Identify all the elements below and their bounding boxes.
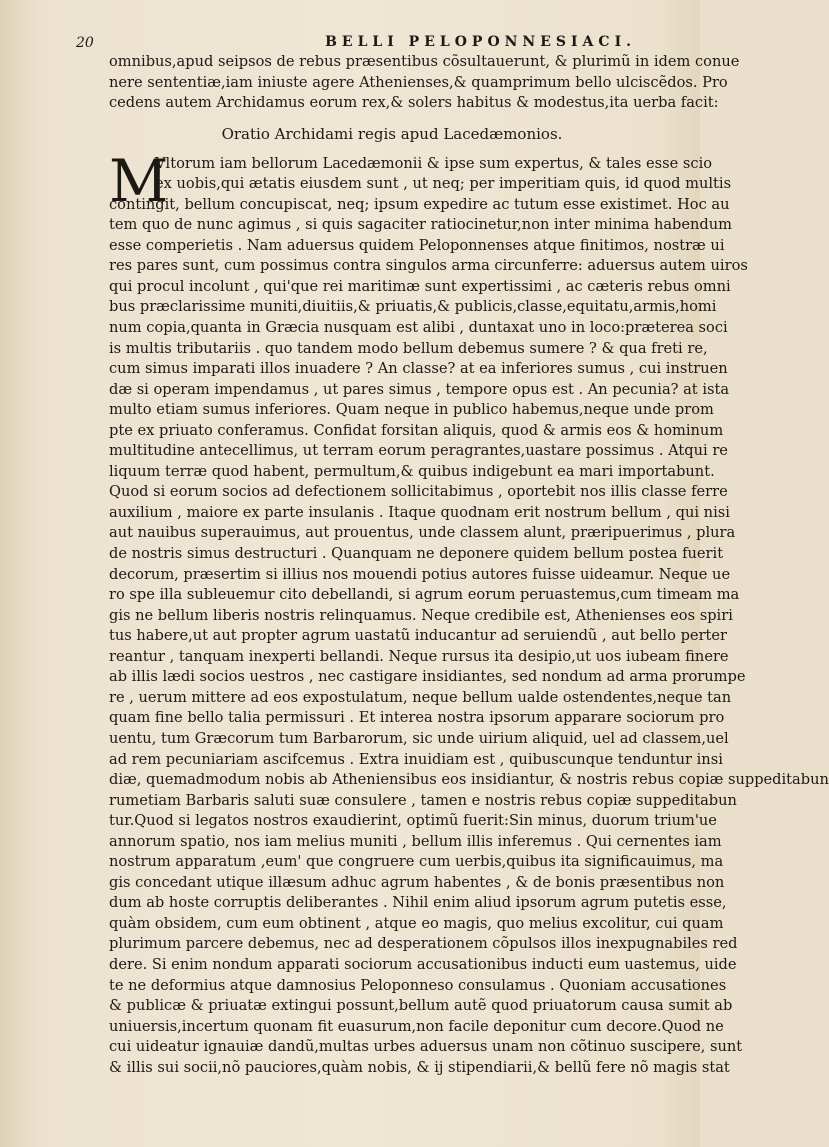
page-number: 20	[76, 35, 94, 51]
oration-line: cui uideatur ignauiæ dandũ,multas urbes aduersus unam non cõtinuo suscipere, sunt	[109, 1038, 743, 1056]
oration-line: te ne deformius atque damnosius Peloponneso consulamus . Quoniam accusationes	[109, 976, 727, 994]
oration-line: num copia,quanta in Græcia nusquam est alibi , duntaxat uno in loco:præterea soci	[109, 319, 728, 337]
oration-line: de nostris simus destructuri . Quanquam ne deponere quidem bellum postea fuerit	[109, 545, 724, 563]
oration-line: uniuersis,incertum quonam fit euasurum,non facile deponitur cum decore.Quod ne	[109, 1017, 724, 1035]
oration-line: nostrum apparatum ,eum' que congruere cum uerbis,quibus ita significauimus, ma	[109, 853, 724, 871]
oration-line: res pares sunt, cum possimus contra singulos arma circunferre: aduersus autem uiros	[109, 257, 748, 275]
oration-heading: Oratio Archidami regis apud Lacedæmonios.	[221, 124, 563, 143]
oration-line: dum ab hoste corruptis deliberantes . Nihil enim aliud ipsorum agrum putetis esse,	[109, 894, 727, 912]
intro-line: omnibus,apud seipsos de rebus præsentibus cõsultauerunt, & plurimũ in idem conue	[109, 53, 740, 70]
oration-line: ex uobis,qui ætatis eiusdem sunt , ut neq; per imperitiam quis, id quod multis	[155, 175, 732, 193]
oration-line: dæ si operam impendamus , ut pares simus , tempore opus est . An pecunia? at ista	[109, 380, 730, 398]
oration-line: dere. Si enim nondum apparati sociorum accusationibus inducti eum uastemus, uide	[109, 955, 737, 973]
oration-line: annorum spatio, nos iam melius muniti , bellum illis inferemus . Qui cernentes iam	[109, 832, 722, 850]
oration-line: liquum terræ quod habent, permultum,& quibus indigebunt ea mari importabunt.	[109, 462, 715, 480]
oration-line: quàm obsidem, cum eum obtinent , atque eo magis, quo melius excolitur, cui quam	[109, 914, 724, 932]
oration-line: pte ex priuato conferamus. Confidat forsitan aliquis, quod & armis eos & hominum	[109, 421, 724, 439]
oration-line: gis concedant utique illæsum adhuc agrum habentes , & de bonis præsentibus non	[109, 873, 725, 891]
text-body	[109, 52, 829, 1078]
oration-line: esse comperietis . Nam aduersus quidem Peloponnenses atque finitimos, nostræ ui	[109, 236, 725, 254]
oration-line: gis ne bellum liberis nostris relinquamus. Neque credibile est, Athenienses eos spiri	[109, 606, 733, 624]
oration-line: reantur , tanquam inexperti bellandi. Neque rursus ita desipio,ut uos iubeam finere	[109, 647, 729, 665]
oration-line: contingit, bellum concupiscat, neq; ipsum expedire ac tutum esse existimet. Hoc au	[109, 195, 730, 213]
oration-line: multo etiam sumus inferiores. Quam neque in publico habemus,neque unde prom	[109, 401, 714, 419]
oration-line: auxilium , maiore ex parte insulanis . Itaque quodnam erit nostrum bellum , qui nisi	[109, 503, 730, 521]
oration-line: tem quo de nunc agimus , si quis sagaciter ratiocinetur,non inter minima habendum	[109, 216, 733, 234]
oration-line: qui procul incolunt , qui'que rei maritimæ sunt expertissimi , ac cæteris rebus omni	[109, 277, 731, 295]
oration-line: ro spe illa subleuemur cito debellandi, si agrum eorum peruastemus,cum timeam ma	[109, 586, 740, 604]
oration-line: cum simus imparati illos inuadere ? An classe? at ea inferiores sumus , cui instruen	[109, 360, 728, 378]
running-title: BELLI PELOPONNESIACI.	[325, 34, 636, 50]
oration-lines	[109, 146, 829, 1079]
oration-line: is multis tributariis . quo tandem modo bellum debemus sumere ? & qua freti re,	[109, 339, 708, 357]
oration-line: aut nauibus superauimus, aut prouentus, unde classem alunt, præripuerimus , plura	[109, 524, 736, 542]
oration-line: multitudine antecellimus, ut terram eorum peragrantes,uastare possimus . Atqui re	[109, 442, 728, 460]
intro-paragraph	[109, 52, 740, 114]
oration-line: quam fine bello talia permissuri . Et interea nostra ipsorum apparare sociorum pro	[109, 709, 725, 727]
oration-line: ad rem pecuniariam ascifcemus . Extra inuidiam est , quibuscunque tenduntur insi	[109, 750, 723, 768]
intro-line: cedens autem Archidamus eorum rex,& solers habitus & modestus,ita uerba facit:	[109, 94, 719, 112]
intro-line: nere sententiæ,iam iniuste agere Athenienses,& quamprimum bello ulciscẽdos. Pro	[109, 73, 728, 91]
oration-paragraph	[109, 146, 829, 1079]
oration-line: tus habere,ut aut propter agrum uastatũ inducantur ad seruiendũ , aut bello perter	[109, 627, 728, 645]
oration-line: re , uerum mittere ad eos expostulatum, neque bellum ualde ostendentes,neque tan	[109, 688, 732, 706]
oration-line: diæ, quemadmodum nobis ab Atheniensibus eos insidiantur, & nostris rebus copiæ suppeditabun	[109, 771, 829, 789]
oration-line: & publicæ & priuatæ extingui possunt,bellum autẽ quod priuatorum causa sumit ab	[109, 997, 733, 1015]
oration-line: plurimum parcere debemus, nec ad desperationem cõpulsos illos inexpugnabiles red	[109, 935, 738, 953]
oration-line: tur.Quod si legatos nostros exaudierint, optimũ fuerit:Sin minus, duorum trium'ue	[109, 812, 717, 830]
oration-line: decorum, præsertim si illius nos mouendi potius autores fuisse uideamur. Neque ue	[109, 565, 731, 583]
oration-line: Vltorum iam bellorum Lacedæmonii & ipse sum expertus, & tales esse scio	[155, 154, 713, 172]
oration-line: & illis sui socii,nõ pauciores,quàm nobis, & ij stipendiarii,& bellũ fere nõ magis stat	[109, 1058, 730, 1076]
drop-cap-initial: M	[109, 146, 169, 215]
oration-line: bus præclarissime muniti,diuitiis,& priuatis,& publicis,classe,equitatu,armis,homi	[109, 298, 717, 316]
oration-line: rumetiam Barbaris saluti suæ consulere , tamen e nostris rebus copiæ suppeditabun	[109, 791, 737, 809]
oration-line: uentu, tum Græcorum tum Barbarorum, sic unde uirium aliquid, uel ad classem,uel	[109, 729, 729, 747]
oration-line: ab illis lædi socios uestros , nec castigare insidiantes, sed nondum ad arma prorumpe	[109, 668, 746, 686]
oration-line: Quod si eorum socios ad defectionem sollicitabimus , oportebit nos illis classe ferre	[109, 483, 728, 501]
